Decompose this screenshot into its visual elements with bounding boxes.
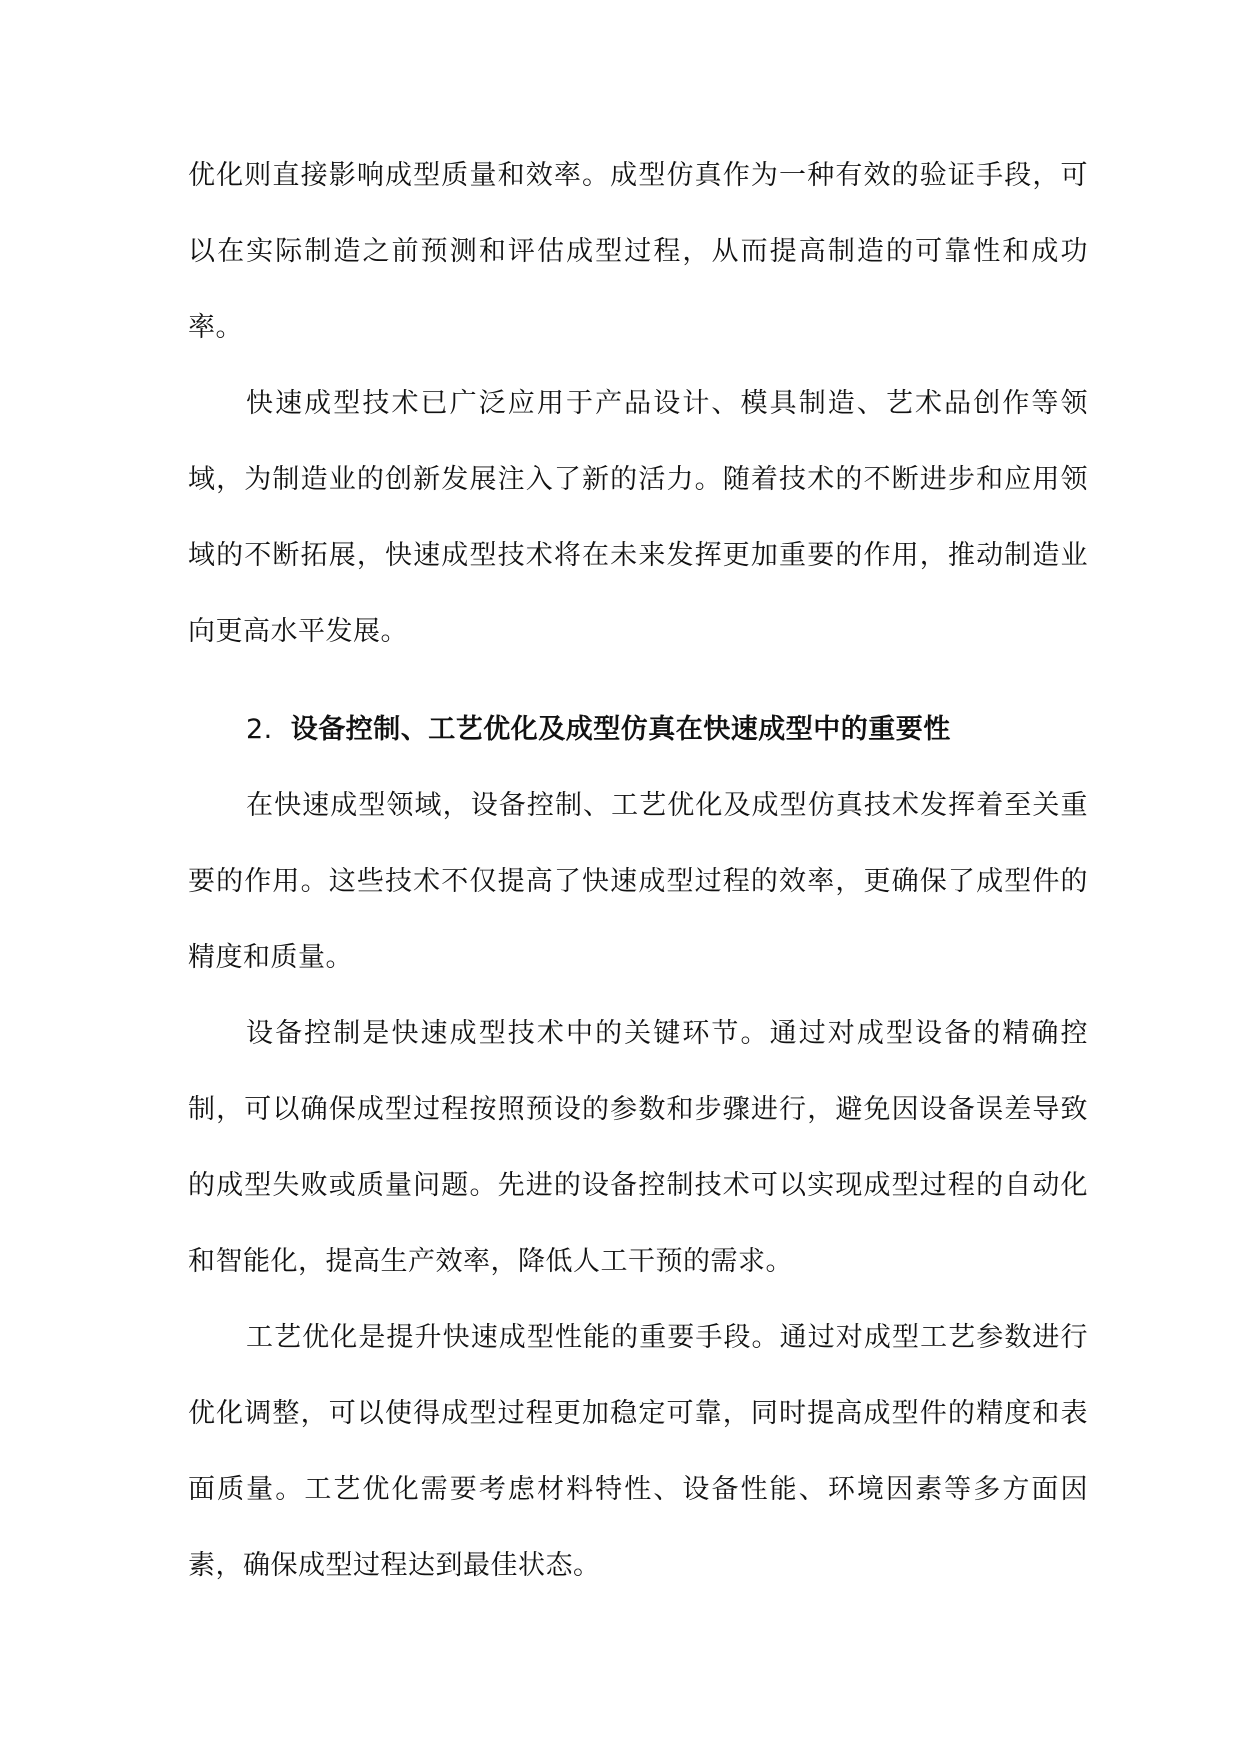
document-body bbox=[188, 138, 1088, 1604]
paragraph-importance: 在快速成型领域，设备控制、工艺优化及成型仿真技术发挥着至关重要的作用。这些技术不仅提高了快速成型过程的效率，更确保了成型件的精度和质量。 bbox=[188, 790, 1088, 973]
paragraph-process-optimization: 工艺优化是提升快速成型性能的重要手段。通过对成型工艺参数进行优化调整，可以使得成型过程更加稳定可靠，同时提高成型件的精度和表面质量。工艺优化需要考虑材料特性、设备性能、环境因素等多方面因素，确保成型过程达到最佳状态。 bbox=[188, 1322, 1088, 1581]
section-title: 设备控制、工艺优化及成型仿真在快速成型中的重要性 bbox=[290, 714, 951, 745]
section-heading bbox=[188, 692, 1088, 768]
section-spacer bbox=[188, 670, 1088, 692]
paragraph-applications: 快速成型技术已广泛应用于产品设计、模具制造、艺术品创作等领域，为制造业的创新发展注入了新的活力。随着技术的不断进步和应用领域的不断拓展，快速成型技术将在未来发挥更加重要的作用，推动制造业向更高水平发展。 bbox=[188, 388, 1088, 647]
section-number: 2. bbox=[246, 714, 273, 745]
paragraph-continuation: 优化则直接影响成型质量和效率。成型仿真作为一种有效的验证手段，可以在实际制造之前预测和评估成型过程，从而提高制造的可靠性和成功率。 bbox=[188, 160, 1088, 343]
paragraph-equipment-control: 设备控制是快速成型技术中的关键环节。通过对成型设备的精确控制，可以确保成型过程按照预设的参数和步骤进行，避免因设备误差导致的成型失败或质量问题。先进的设备控制技术可以实现成型过程的自动化和智能化，提高生产效率，降低人工干预的需求。 bbox=[188, 1018, 1088, 1277]
